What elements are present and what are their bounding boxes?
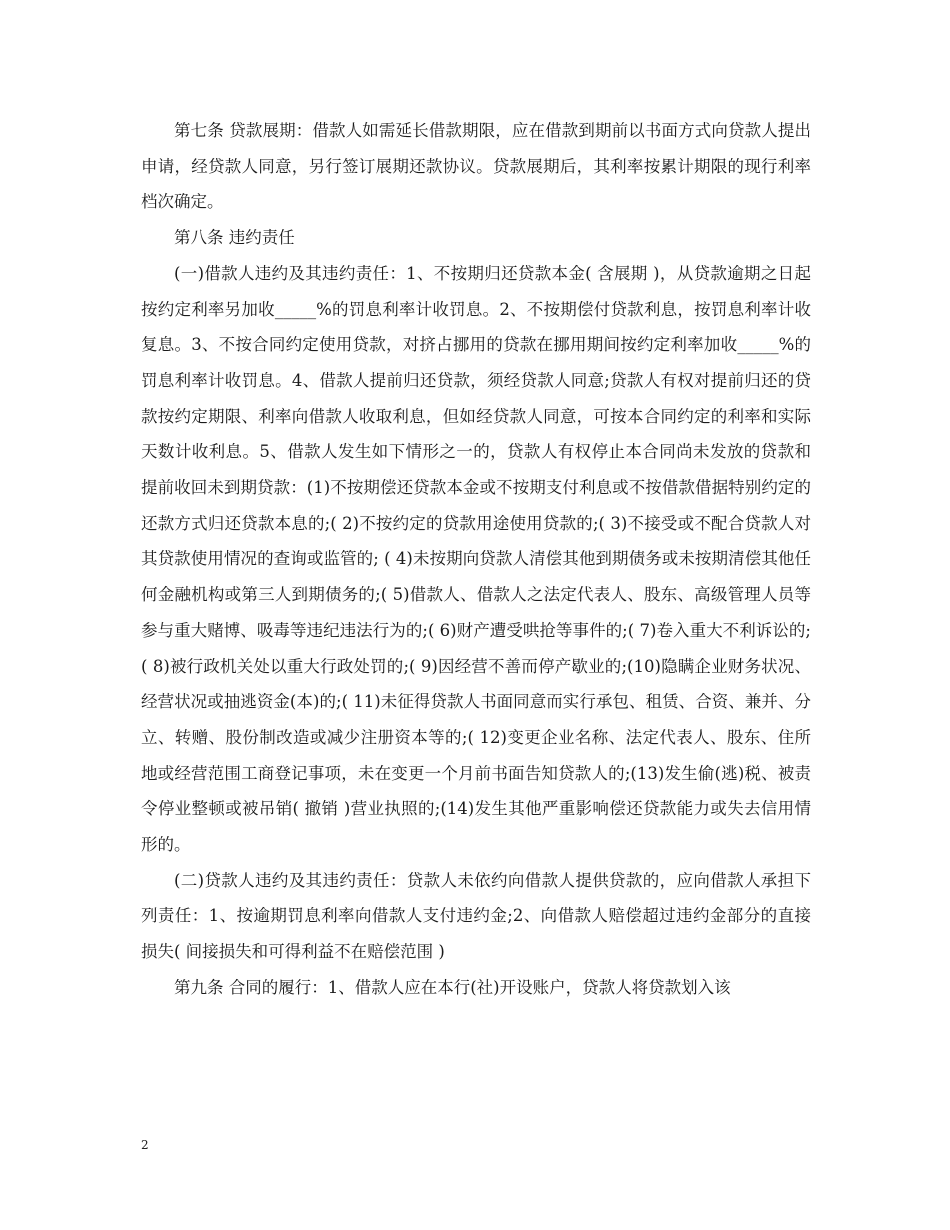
article-9-performance: 第九条 合同的履行：1、借款人应在本行(社)开设账户，贷款人将贷款划入该 [174,977,731,997]
article-7-extension: 第七条 贷款展期：借款人如需延长借款期限，应在借款到期前以书面方式向贷款人提出申请，经贷款人同意，另行签订展期还款协议。贷款展期后，其利率按累计期限的现行利率档次确定。 [141,121,811,212]
article-8-heading: 第八条 违约责任 [174,228,295,248]
borrower-breach-clause: (一)借款人违约及其违约责任：1、不按期归还贷款本金( 含展期 )，从贷款逾期之日起按约定利率另加收_____%的罚息利率计收罚息。2、不按期偿付贷款利息，按罚息利率计收复息。3、不按合同约定使用贷款，对挤占挪用的贷款在挪用期间按约定利率加收_____%的罚息利率计收罚息。4、借款人提前归还贷款，须经贷款人同意;贷款人有权对提前归还的贷款按约定期限、利率向借款人收取利息，但如经贷款人同意，可按本合同约定的利率和实际天数计收利息。5、借款人发生如下情形之一的，贷款人有权停止本合同尚未发放的贷款和提前收回未到期贷款：(1)不按期偿还贷款本金或不按期支付利息或不按借款借据特别约定的还款方式归还贷款本息的;( 2)不按约定的贷款用途使用贷款的;( 3)不接受或不配合贷款人对其贷款使用情况的查询或监管的; ( 4)未按期向贷款人清偿其他到期债务或未按期清偿其他任何金融机构或第三人到期债务的;( 5)借款人、借款人之法定代表人、股东、高级管理人员等参与重大赌博、吸毒等违纪违法行为的;( 6)财产遭受哄抢等事件的;( 7)卷入重大不利诉讼的;( 8)被行政机关处以重大行政处罚的;( 9)因经营不善而停产歇业的;(10)隐瞒企业财务状况、经营状况或抽逃资金(本)的;( 11)未征得贷款人书面同意而实行承包、租赁、合资、兼并、分立、转赠、股份制改造或减少注册资本等的;( 12)变更企业名称、法定代表人、股东、住所地或经营范围工商登记事项，未在变更一个月前书面告知贷款人的;(13)发生偷(逃)税、被责令停业整顿或被吊销( 撤销 )营业执照的;(14)发生其他严重影响偿还贷款能力或失去信用情形的。 [141,263,811,855]
lender-breach-clause: (二)贷款人违约及其违约责任：贷款人未依约向借款人提供贷款的，应向借款人承担下列责任：1、按逾期罚息利率向借款人支付违约金;2、向借款人赔偿超过违约金部分的直接损失( 间接损失和可得利益不在赔偿范围 ) [141,870,811,962]
page-number: 2 [141,1138,149,1152]
document-body [141,113,811,1006]
